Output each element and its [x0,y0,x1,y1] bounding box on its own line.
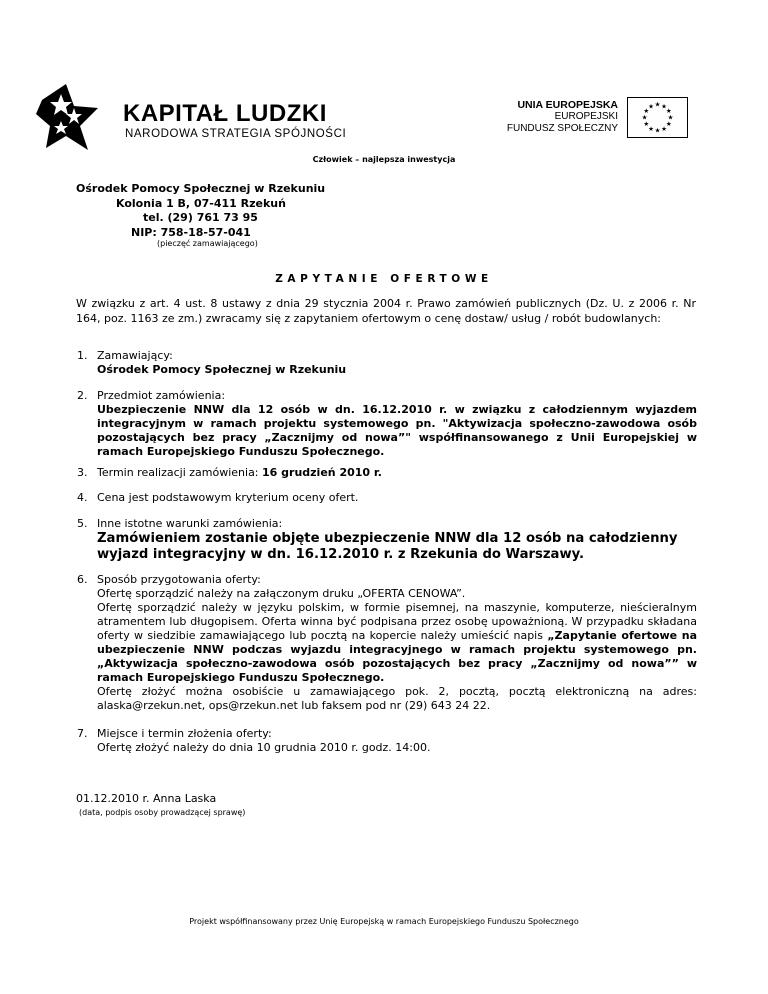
address-block [76,182,325,240]
eu-star-icon: ★ [654,126,661,135]
list-item [77,517,697,563]
item-number: 1. [77,349,88,362]
signature: 01.12.2010 r. Anna Laska [76,792,217,805]
eu-star-icon: ★ [667,113,674,122]
eu-line-3: FUNDUSZ SPOŁECZNY [506,123,618,134]
eu-star-icon: ★ [661,124,667,133]
kapital-ludzki-title: KAPITAŁ LUDZKI [123,100,327,127]
address-line-4: NIP: 758-18-57-041 [131,225,251,239]
item-text-3: Ofertę złożyć można osobiście u zamawiającego pok. 2, pocztą, pocztą elektroniczną na adres: alaska@rzekun.net, ops@rzekun.net lub faksem pod nr (29) 643 24 22. [97,685,697,712]
item-text-2-bold: „Zapytanie ofertowe na ubezpieczenie NNW podczas wyjazdu integracyjnego w ramach projektu systemowego pn. „Aktywizacja społeczno-zawodowa osób pozostających bez pracy „Zacznijmy od nowa”” w ramach Europejskiego Funduszu Społecznego. [97,629,697,684]
item-value: Ośrodek Pomocy Społecznej w Rzekuniu [97,363,347,376]
eu-star-icon: ★ [665,107,672,116]
eu-star-icon: ★ [643,107,650,116]
intro-paragraph: W związku z art. 4 ust. 8 ustawy z dnia 29 stycznia 2004 r. Prawo zamówień publicznych (Dz. U. z 2006 r. Nr 164, poz. 1163 ze zm.) zwracamy się z zapytaniem ofertowym o cenę dostaw/ usług / robót budowlanych: [76,297,696,325]
eu-flag-icon [627,97,688,138]
eu-star-icon: ★ [648,124,654,133]
item-label: Sposób przygotowania oferty: [97,573,261,586]
motto: Człowiek – najlepsza inwestycja [312,155,456,164]
item-text-2-plain: Ofertę sporządzić należy w języku polskim, w formie pisemnej, na maszynie, komputerze, nieścieralnym atramentem lub długopisem. Oferta winna być podpisana przez osobę upoważnioną. W przypadku składana oferty w siedzibie zamawiającego lub pocztą na kopercie należy umieścić napis [97,601,697,642]
stamp-note: (pieczęć zamawiającego) [157,239,258,248]
eu-star-icon: ★ [643,120,650,129]
item-value: Ubezpieczenie NNW dla 12 osób w dn. 16.12.2010 r. w związku z całodziennym wyjazdem integracyjnym w ramach projektu systemowego pn. "Aktywizacja społeczno-zawodowa osób pozostających bez pracy „Zacznijmy od nowa”" współfinansowanego z Unii Europejskiej w ramach Europejskiego Funduszu Społecznego. [97,403,697,458]
item-number: 3. [77,466,88,479]
item-value: Zamówieniem zostanie objęte ubezpieczenie NNW dla 12 osób na całodzienny wyjazd integracyjny w dn. 16.12.2010 r. z Rzekunia do Warszawy. [97,531,678,562]
eu-line-2: EUROPEJSKI [554,111,618,122]
item-number: 5. [77,517,88,530]
item-label: Zamawiający: [97,349,173,362]
item-label: Cena jest podstawowym kryterium oceny ofert. [97,491,359,504]
item-label: Przedmiot zamówienia: [97,389,226,402]
eu-star-icon: ★ [665,120,672,129]
item-number: 4. [77,491,88,504]
eu-logo-text [507,99,618,135]
eu-star-icon: ★ [654,100,661,109]
item-text-1: Ofertę sporządzić należy na załączonym druku „OFERTA CENOWA”. [97,587,466,600]
list-item [77,349,697,377]
address-line-2: Kolonia 1 B, 07-411 Rzekuń [116,196,286,210]
list-item [77,466,697,480]
item-number: 6. [77,573,88,586]
address-line-1: Ośrodek Pomocy Społecznej w Rzekuniu [76,182,326,195]
list-item [77,573,697,713]
list-item [77,727,697,755]
kapital-ludzki-logo [36,82,100,152]
eu-star-icon: ★ [641,113,648,122]
list-item [77,389,697,459]
item-value: 16 grudzień 2010 r. [262,466,382,479]
item-text-2 [97,601,697,685]
item-label: Termin realizacji zamówienia: [97,466,259,479]
item-number: 2. [77,389,88,402]
item-label: Inne istotne warunki zamówienia: [97,517,283,530]
item-label: Miejsce i termin złożenia oferty: [97,727,272,740]
footer: Projekt współfinansowany przez Unię Europejską w ramach Europejskiego Funduszu Społecznego [189,917,579,926]
document-title: ZAPYTANIE OFERTOWE [275,273,493,285]
item-value: Ofertę złożyć należy do dnia 10 grudnia 2010 r. godz. 14:00. [97,741,431,754]
kapital-ludzki-subtitle: NARODOWA STRATEGIA SPÓJNOŚCI [125,128,347,140]
signature-note: (data, podpis osoby prowadzącej sprawę) [79,808,246,817]
eu-line-1: UNIA EUROPEJSKA [517,99,618,111]
eu-star-icon: ★ [648,102,654,111]
list-item [77,491,697,505]
eu-star-icon: ★ [661,102,667,111]
item-number: 7. [77,727,88,740]
address-line-3: tel. (29) 761 73 95 [143,211,258,224]
